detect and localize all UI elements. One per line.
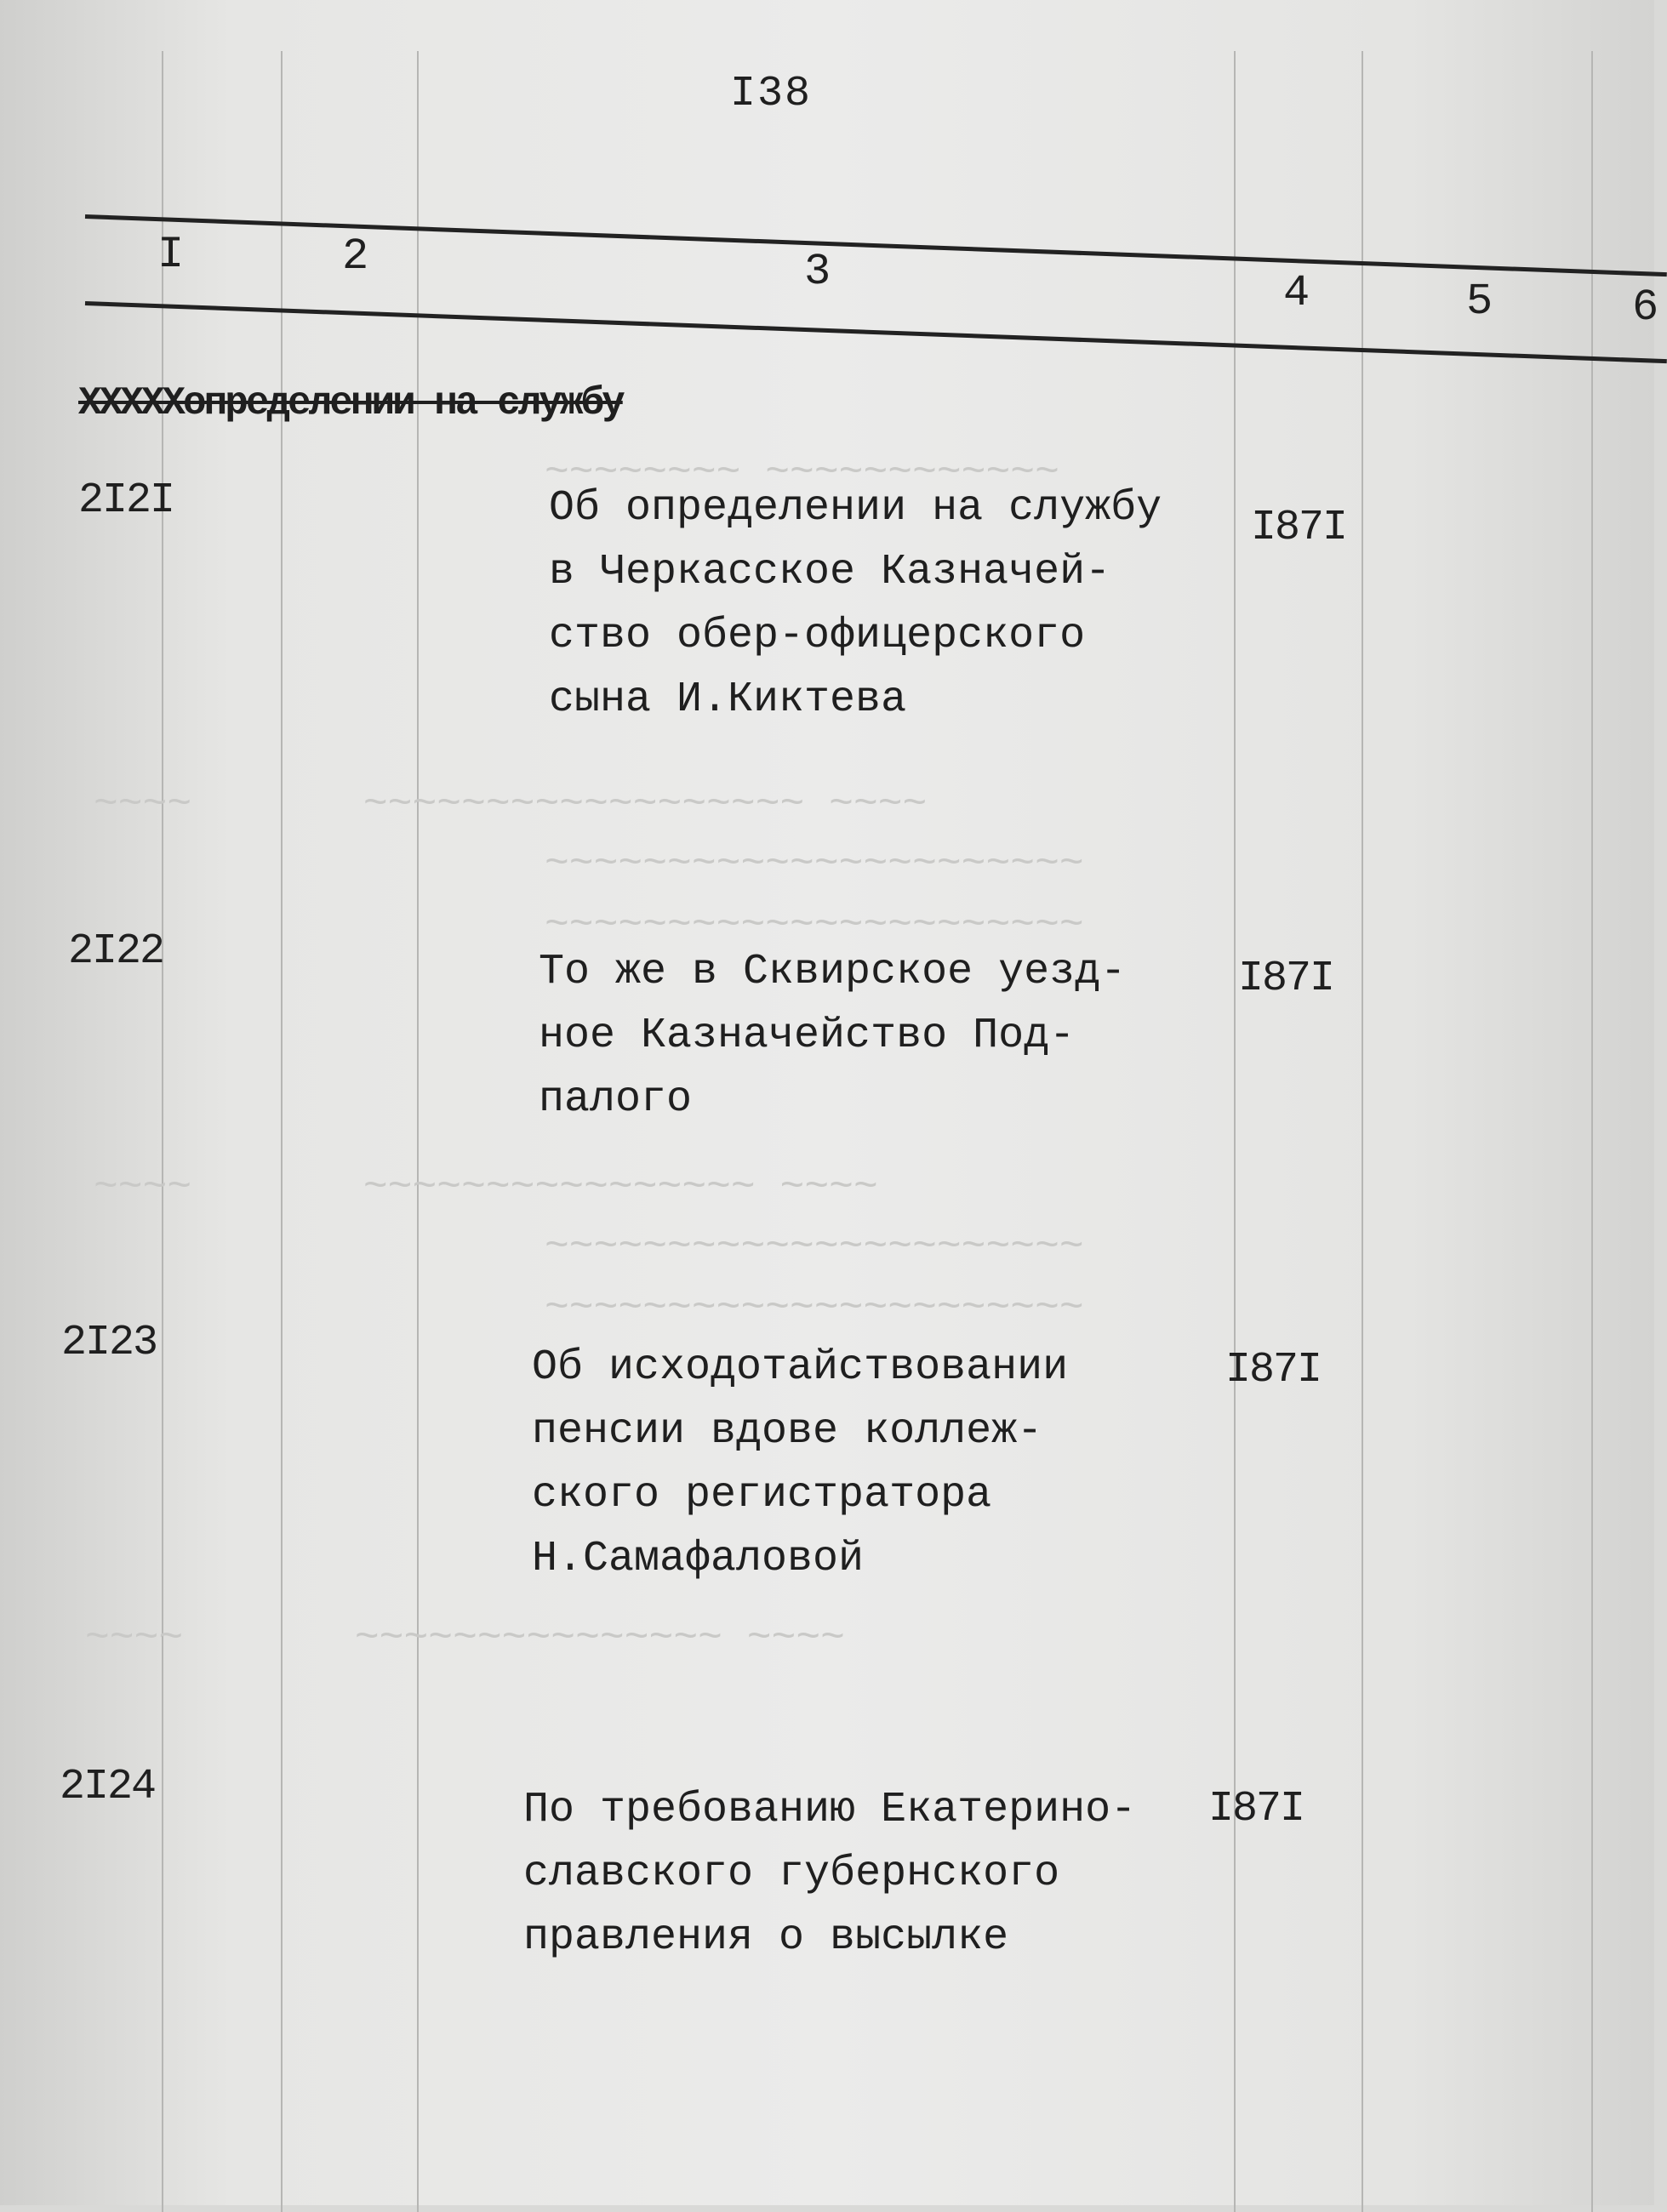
entry-number: 2I22	[68, 927, 164, 976]
column-number-3: 3	[804, 247, 831, 297]
page-number: I38	[730, 70, 813, 118]
header-top-rule	[85, 214, 1667, 276]
entry-description: Об определении на службу в Черкасское Казначей- ство обер-офицерского сына И.Киктева	[549, 484, 1162, 724]
header-bottom-rule	[85, 301, 1667, 363]
column-number-2: 2	[342, 231, 369, 282]
entry-number: 2I24	[60, 1763, 156, 1811]
column-rule	[1362, 51, 1363, 2212]
column-number-1: I	[157, 230, 185, 280]
bleed-through-text: ~~~~~~~~~~~~~~~~~~~~~~ ~~~~~~~~~~~~~~~~~~~~~~	[545, 841, 1084, 949]
entry-year: I87I	[1251, 504, 1347, 552]
column-rule	[1591, 51, 1593, 2212]
entry-description: То же в Сквирское уезд- ное Казначейство Под- палого	[539, 948, 1127, 1124]
entry-year: I87I	[1225, 1346, 1322, 1394]
column-rule	[281, 51, 283, 2212]
entry-description: Об исходотайствовании пенсии вдове коллеж- ского регистратора Н.Самафаловой	[532, 1343, 1069, 1583]
struck-section-heading: XXXXXопределении на службу	[78, 381, 623, 425]
column-number-4: 4	[1283, 268, 1310, 318]
column-number-5: 5	[1466, 276, 1493, 327]
bleed-through-text: ~~~~ ~~~~~~~~~~~~~~~~ ~~~~	[94, 1165, 878, 1211]
entry-year: I87I	[1208, 1785, 1304, 1833]
entry-year: I87I	[1238, 955, 1334, 1003]
column-rule	[1234, 51, 1236, 2212]
bleed-through-text: ~~~~ ~~~~~~~~~~~~~~~ ~~~~	[85, 1616, 845, 1662]
bleed-through-text: ~~~~~~~~ ~~~~~~~~~~~~	[545, 450, 1059, 496]
column-rule	[417, 51, 419, 2212]
bleed-through-text: ~~~~ ~~~~~~~~~~~~~~~~~~ ~~~~	[94, 782, 928, 828]
column-rule	[162, 51, 163, 2212]
entry-number: 2I23	[61, 1319, 157, 1367]
entry-number: 2I2I	[78, 476, 174, 525]
column-number-6: 6	[1632, 282, 1659, 333]
bleed-through-text: ~~~~~~~~~~~~~~~~~~~~~~ ~~~~~~~~~~~~~~~~~~~~~~	[545, 1224, 1084, 1331]
entry-description: По требованию Екатерино- славского губернского правления о высылке	[523, 1786, 1137, 1962]
